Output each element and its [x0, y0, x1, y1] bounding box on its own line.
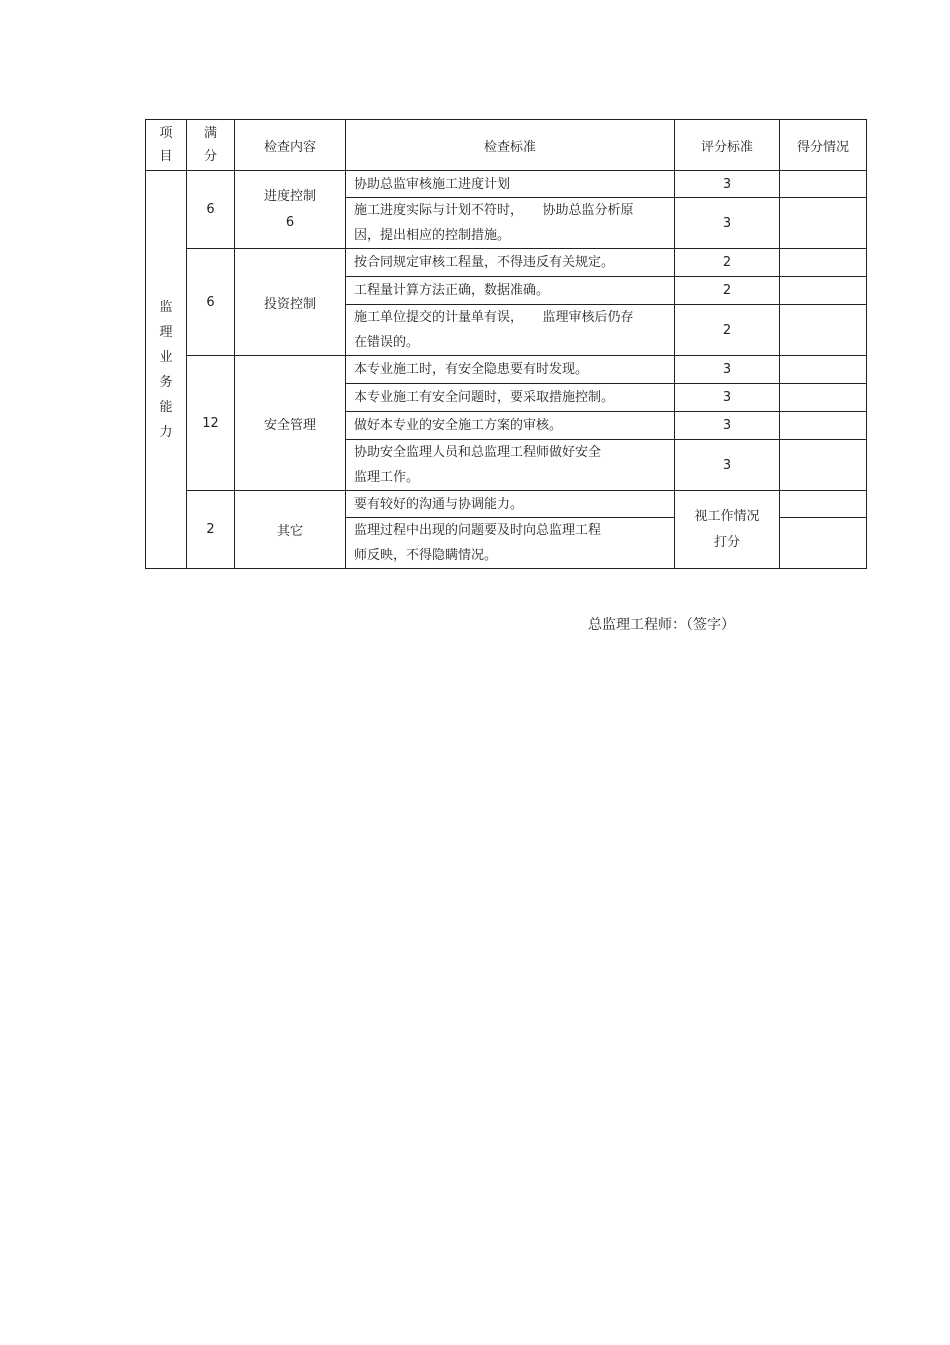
- full-score-cell: 6: [187, 171, 235, 249]
- points-cell: 2: [675, 305, 780, 356]
- score-cell: [780, 440, 867, 491]
- content-cell: 其它: [235, 491, 346, 569]
- points-cell: 视工作情况 打分: [675, 491, 780, 569]
- score-cell: [780, 198, 867, 249]
- standard-cell: 施工进度实际与计划不符时， 协助总监分析原 因，提出相应的控制措施。: [346, 198, 675, 249]
- standard-cell: 本专业施工有安全问题时，要采取措施控制。: [346, 384, 675, 412]
- standard-cell: 本专业施工时，有安全隐患要有时发现。: [346, 356, 675, 384]
- score-cell: [780, 249, 867, 277]
- header-standard: 检查标准: [346, 120, 675, 171]
- score-cell: [780, 412, 867, 440]
- standard-cell: 监理过程中出现的问题要及时向总监理工程 师反映，不得隐瞒情况。: [346, 518, 675, 569]
- table-row: [146, 356, 867, 384]
- header-item: 项 目: [146, 120, 187, 171]
- header-full-score: 满 分: [187, 120, 235, 171]
- points-cell: 3: [675, 356, 780, 384]
- table-row: [146, 491, 867, 518]
- signature-line: 总监理工程师：（签字）: [588, 617, 735, 633]
- points-cell: 3: [675, 384, 780, 412]
- table-row: [146, 249, 867, 277]
- header-content: 检查内容: [235, 120, 346, 171]
- full-score-cell: 2: [187, 491, 235, 569]
- score-cell: [780, 305, 867, 356]
- standard-cell: 施工单位提交的计量单有误， 监理审核后仍存 在错误的。: [346, 305, 675, 356]
- standard-cell: 协助安全监理人员和总监理工程师做好安全 监理工作。: [346, 440, 675, 491]
- category-cell: 监 理 业 务 能 力: [146, 171, 187, 569]
- points-cell: 3: [675, 171, 780, 198]
- score-cell: [780, 171, 867, 198]
- points-cell: 2: [675, 277, 780, 305]
- standard-cell: 按合同规定审核工程量，不得违反有关规定。: [346, 249, 675, 277]
- header-scoring: 评分标准: [675, 120, 780, 171]
- full-score-cell: 6: [187, 249, 235, 356]
- standard-cell: 协助总监审核施工进度计划: [346, 171, 675, 198]
- evaluation-table: [145, 119, 867, 569]
- score-cell: [780, 384, 867, 412]
- standard-cell: 工程量计算方法正确，数据准确。: [346, 277, 675, 305]
- full-score-cell: 12: [187, 356, 235, 491]
- score-cell: [780, 277, 867, 305]
- points-cell: 3: [675, 198, 780, 249]
- score-cell: [780, 518, 867, 569]
- content-cell: 进度控制 6: [235, 171, 346, 249]
- header-score: 得分情况: [780, 120, 867, 171]
- score-cell: [780, 356, 867, 384]
- standard-cell: 做好本专业的安全施工方案的审核。: [346, 412, 675, 440]
- points-cell: 3: [675, 412, 780, 440]
- content-cell: 投资控制: [235, 249, 346, 356]
- score-cell: [780, 491, 867, 518]
- points-cell: 3: [675, 440, 780, 491]
- content-cell: 安全管理: [235, 356, 346, 491]
- standard-cell: 要有较好的沟通与协调能力。: [346, 491, 675, 518]
- table-row: [146, 171, 867, 198]
- header-row: [146, 120, 867, 171]
- points-cell: 2: [675, 249, 780, 277]
